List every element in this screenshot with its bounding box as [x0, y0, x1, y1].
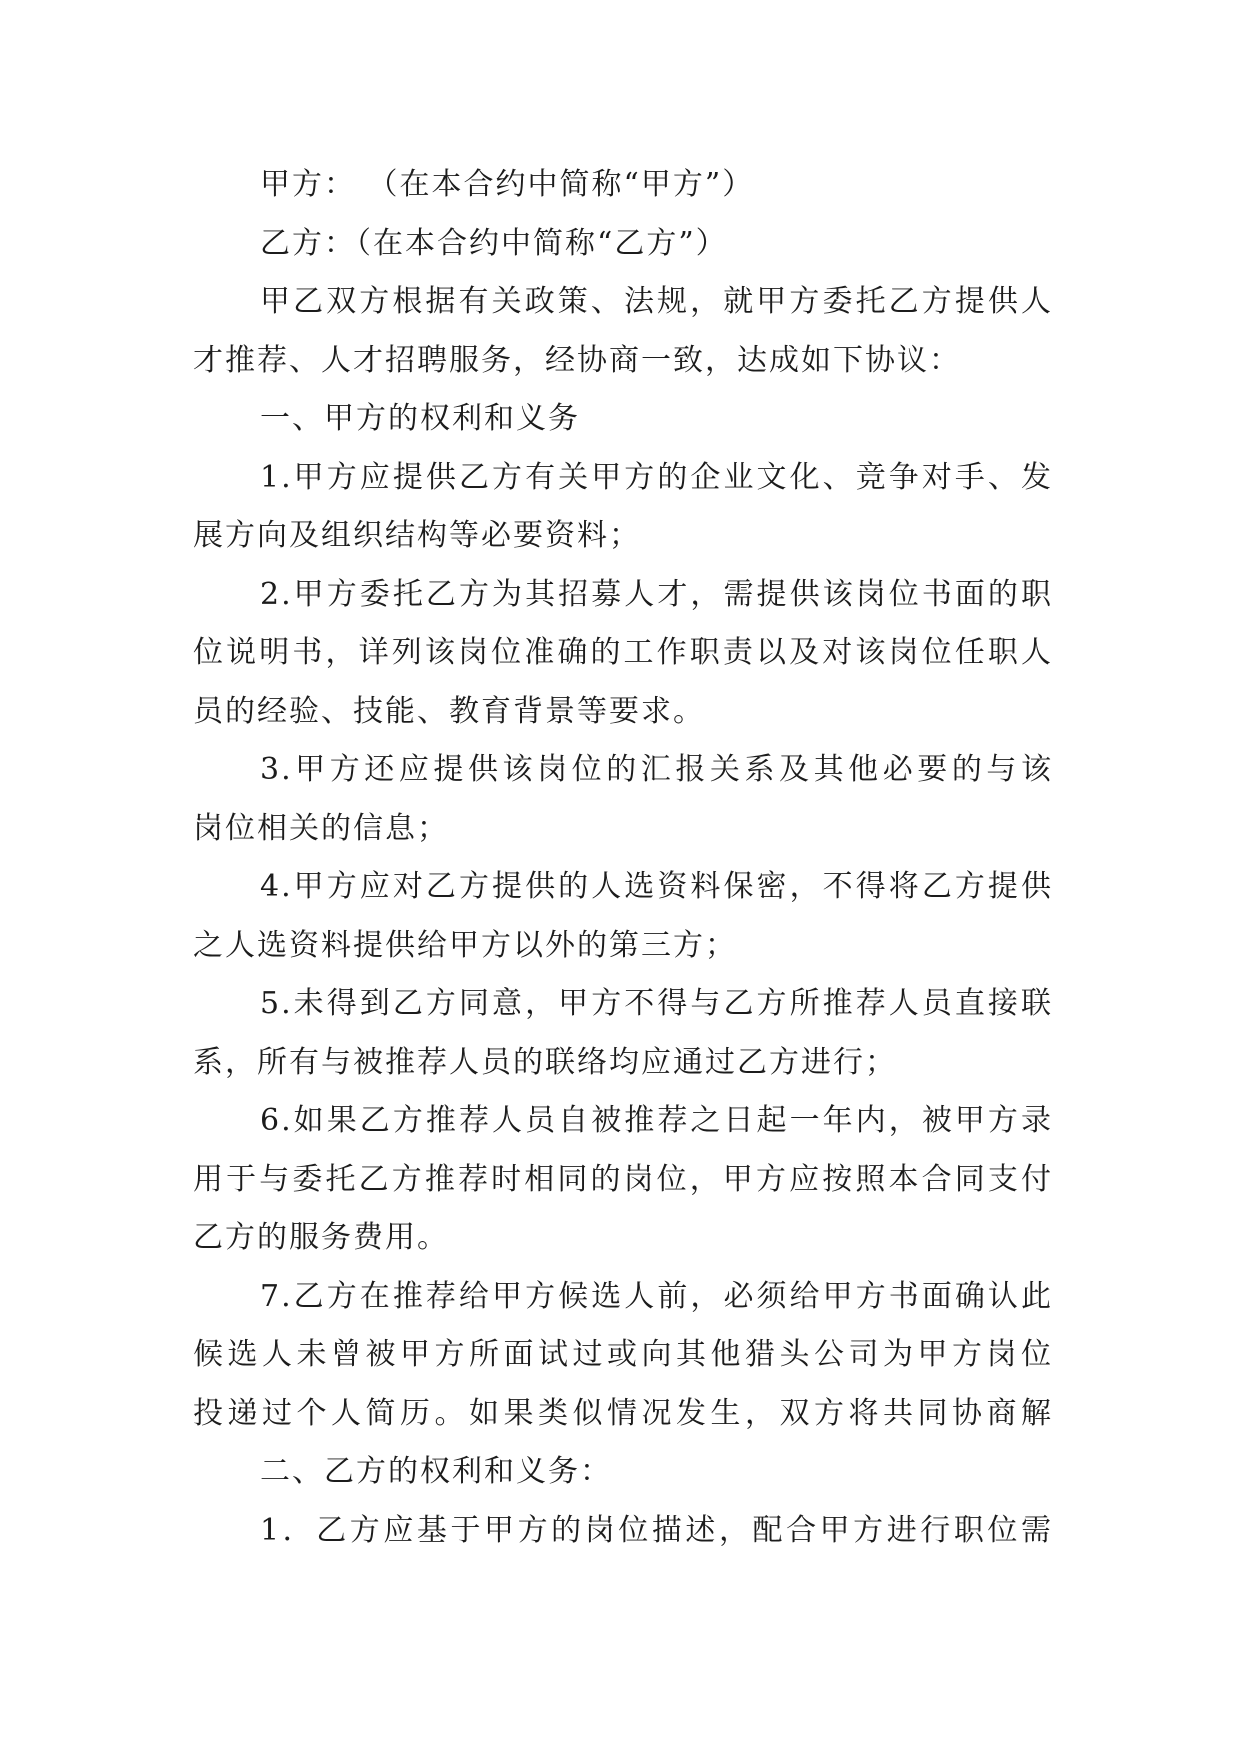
clause-paragraph	[193, 1502, 1053, 1561]
text-line: 候选人未曾被甲方所面试过或向其他猎头公司为甲方岗位	[193, 1337, 1053, 1372]
text-line: 6.如果乙方推荐人员自被推荐之日起一年内，被甲方录	[260, 1103, 1053, 1138]
text-line: 甲方： （在本合约中简称“甲方”）	[260, 167, 755, 202]
text-line: 位说明书，详列该岗位准确的工作职责以及对该岗位任职人	[193, 635, 1053, 670]
section-heading-text: 一、甲方的权利和义务	[260, 401, 580, 436]
document-body	[193, 156, 1053, 1560]
section-heading	[193, 390, 1053, 449]
text-line: 5.未得到乙方同意，甲方不得与乙方所推荐人员直接联	[260, 986, 1053, 1021]
text-line: 系，所有与被推荐人员的联络均应通过乙方进行；	[193, 1044, 897, 1080]
clause-paragraph	[193, 449, 1053, 566]
text-line: 甲乙双方根据有关政策、法规，就甲方委托乙方提供人	[260, 284, 1053, 319]
text-line: 4.甲方应对乙方提供的人选资料保密，不得将乙方提供	[260, 869, 1053, 904]
clause-paragraph	[193, 1092, 1053, 1268]
text-line: 用于与委托乙方推荐时相同的岗位，甲方应按照本合同支付	[193, 1161, 1053, 1197]
text-line: 展方向及组织结构等必要资料；	[193, 518, 641, 553]
clause-paragraph	[193, 566, 1053, 742]
party-b-paragraph	[193, 215, 1053, 274]
section-heading	[193, 1443, 1053, 1502]
text-line: 岗位相关的信息；	[193, 810, 449, 846]
text-line: 乙方：（在本合约中简称“乙方”）	[260, 225, 728, 261]
clause-paragraph	[193, 741, 1053, 858]
clause-paragraph	[193, 1268, 1053, 1444]
preamble-paragraph	[193, 273, 1053, 390]
text-line: 才推荐、人才招聘服务，经协商一致，达成如下协议：	[193, 342, 961, 378]
text-line: 2.甲方委托乙方为其招募人才，需提供该岗位书面的职	[260, 576, 1053, 612]
text-line: 1．乙方应基于甲方的岗位描述，配合甲方进行职位需	[260, 1512, 1053, 1548]
text-line: 1.甲方应提供乙方有关甲方的企业文化、竞争对手、发	[260, 459, 1053, 495]
text-line: 之人选资料提供给甲方以外的第三方；	[193, 927, 737, 963]
party-a-paragraph	[193, 156, 1053, 215]
section-heading-text: 二、乙方的权利和义务：	[260, 1454, 612, 1489]
text-line: 7.乙方在推荐给甲方候选人前，必须给甲方书面确认此	[260, 1278, 1053, 1314]
text-line: 乙方的服务费用。	[193, 1220, 449, 1255]
text-line: 3.甲方还应提供该岗位的汇报关系及其他必要的与该	[260, 752, 1053, 787]
clause-paragraph	[193, 858, 1053, 975]
text-line: 员的经验、技能、教育背景等要求。	[193, 693, 705, 729]
text-line: 投递过个人简历。如果类似情况发生，双方将共同协商解	[193, 1395, 1053, 1431]
clause-paragraph	[193, 975, 1053, 1092]
